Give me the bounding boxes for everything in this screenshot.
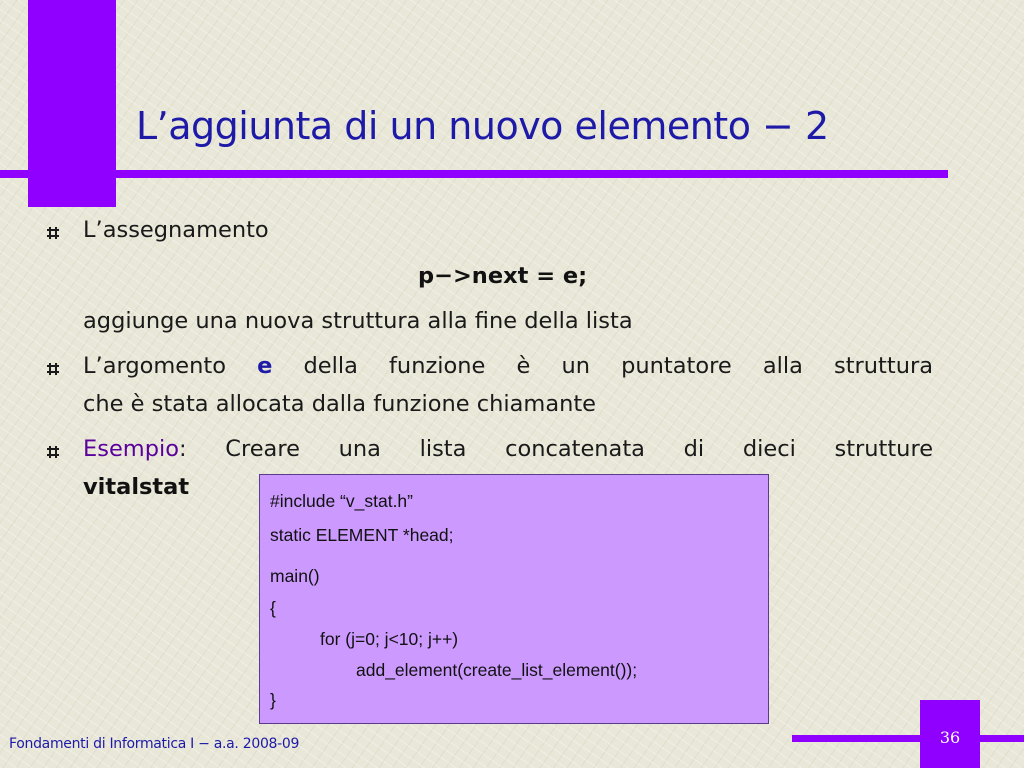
bullet-1-continuation: aggiunge una nuova struttura alla fine della lista — [83, 308, 633, 334]
footer-line — [792, 735, 1024, 742]
word: strutture — [834, 436, 934, 462]
word: lista — [419, 436, 467, 462]
page-number-box — [920, 700, 980, 768]
bullet-3-line-2: vitalstat — [83, 474, 190, 500]
word: una — [338, 436, 381, 462]
bullet-hash-icon — [46, 226, 60, 240]
highlight-e: e — [257, 353, 273, 379]
code-line-for: for (j=0; j<10; j++) — [320, 629, 459, 649]
example-word: Esempio — [83, 436, 179, 462]
word: di — [683, 436, 705, 462]
code-line-static: static ELEMENT *head; — [270, 525, 454, 545]
bullet-2-line-2: che è stata allocata dalla funzione chiamante — [83, 391, 597, 417]
code-box — [259, 474, 769, 724]
code-line-main: main() — [270, 566, 320, 586]
slide-title: L’aggiunta di un nuovo elemento − 2 — [136, 104, 829, 148]
bullet-hash-icon — [46, 445, 60, 459]
bullet-2-line-1 — [83, 353, 933, 379]
bullet-3-line-1 — [83, 436, 933, 462]
word: puntatore — [621, 353, 732, 379]
word: L’argomento — [83, 353, 226, 379]
footer-text: Fondamenti di Informatica I − a.a. 2008-09 — [9, 736, 300, 752]
bullet-hash-icon — [46, 362, 60, 376]
code-line-add-element: add_element(create_list_element()); — [356, 660, 638, 680]
word: alla — [762, 353, 803, 379]
word: Creare — [225, 436, 300, 462]
example-label: Esempio: — [83, 436, 187, 462]
bullet-1-text: L’assegnamento — [83, 217, 269, 243]
title-underline — [0, 170, 948, 178]
word: della — [303, 353, 358, 379]
page-number: 36 — [939, 728, 961, 747]
code-line-open-brace: { — [270, 598, 276, 618]
word: funzione — [389, 353, 486, 379]
word: un — [561, 353, 590, 379]
word: concatenata — [505, 436, 645, 462]
code-inline-assignment: p−>next = e; — [418, 263, 588, 289]
code-line-include: #include “v_stat.h” — [270, 491, 413, 511]
word: è — [516, 353, 531, 379]
code-line-close-brace: } — [270, 690, 276, 710]
word: dieci — [742, 436, 796, 462]
word: struttura — [834, 353, 933, 379]
